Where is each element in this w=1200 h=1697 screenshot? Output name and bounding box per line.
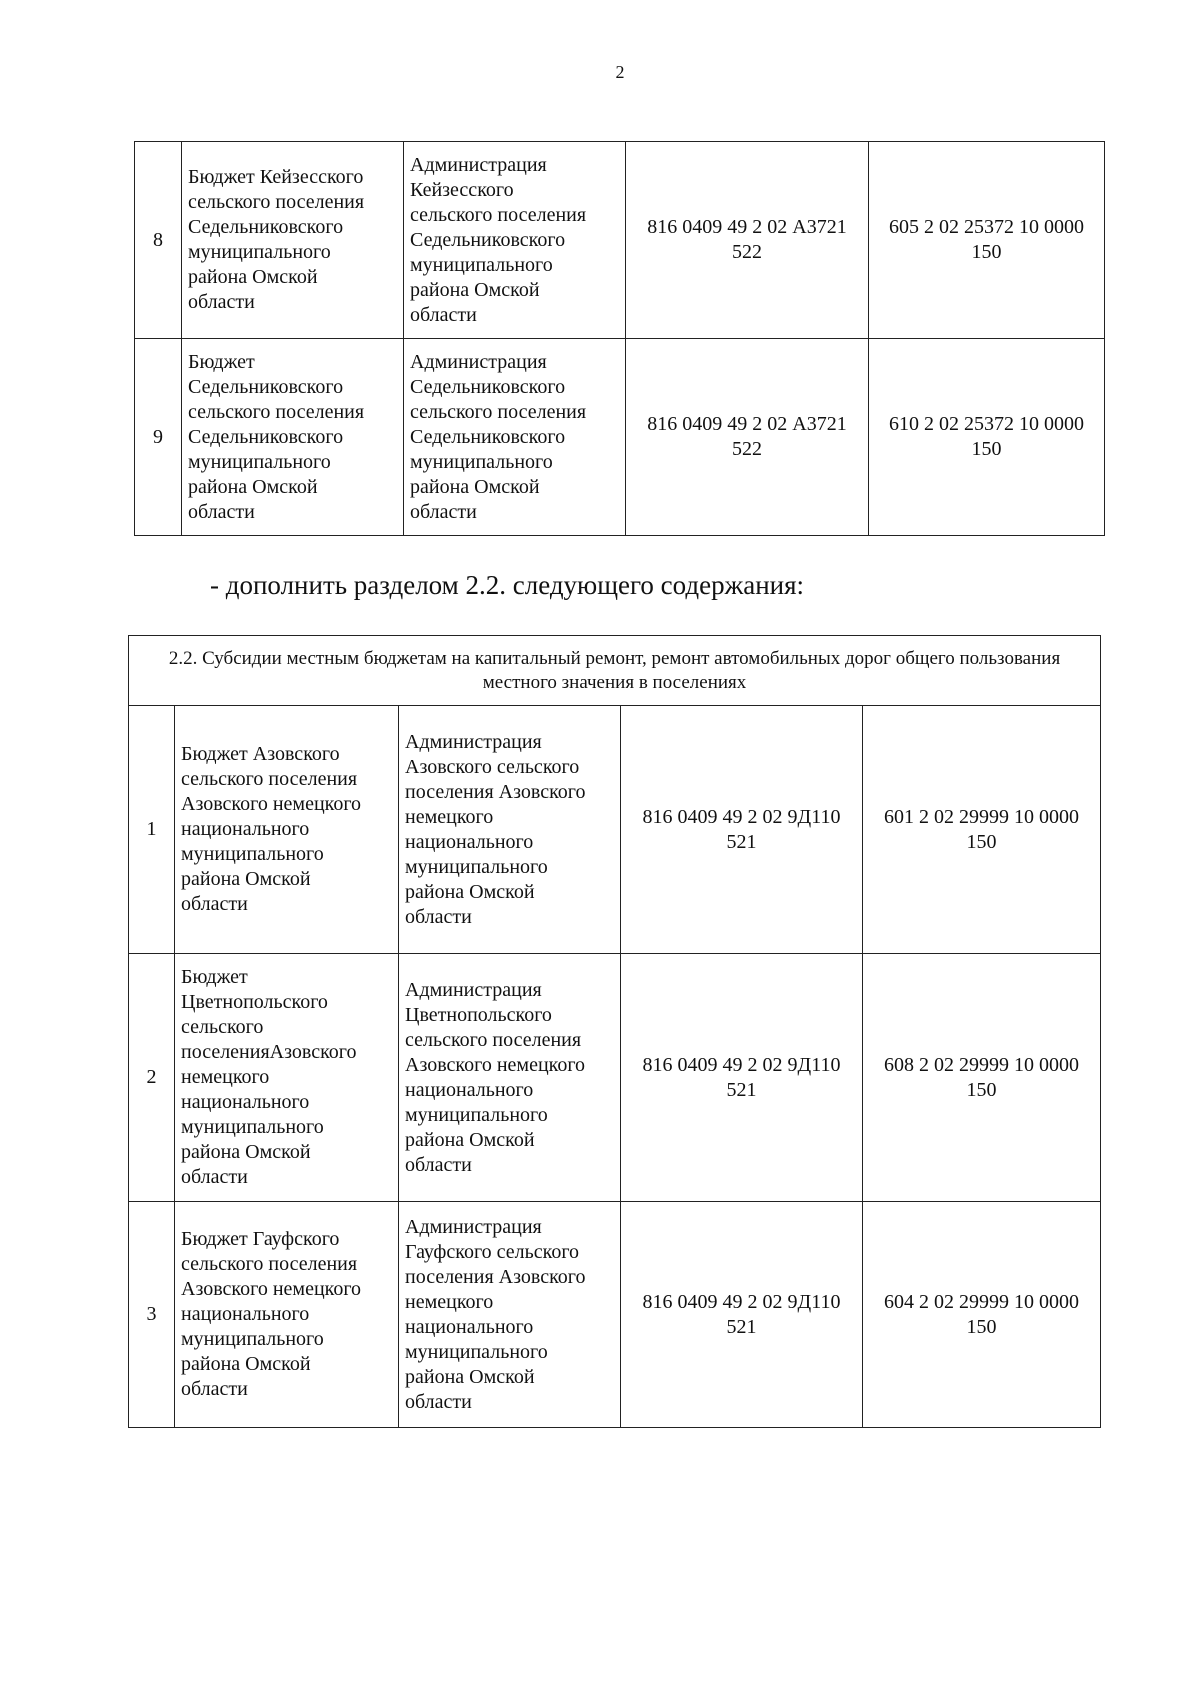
budget-name-cell: Бюджет Гауфского сельского поселения Азовского немецкого национального муниципального района Омской области — [175, 1202, 399, 1428]
page-number: 2 — [615, 62, 625, 82]
expense-code-cell: 816 0409 49 2 02 9Д110 521 — [621, 1202, 863, 1428]
budget-table-continuation — [134, 141, 1105, 536]
table-row — [129, 1202, 1101, 1428]
table-row — [129, 954, 1101, 1202]
table-row — [135, 142, 1105, 339]
administrator-cell: Администрация Кейзесского сельского поселения Седельниковского муниципального района Омской области — [404, 142, 626, 339]
revenue-code-cell: 601 2 02 29999 10 0000 150 — [863, 706, 1101, 954]
row-number: 9 — [135, 339, 182, 536]
revenue-code-cell: 608 2 02 29999 10 0000 150 — [863, 954, 1101, 1202]
administrator-cell: Администрация Гауфского сельского поселения Азовского немецкого национального муниципального района Омской области — [399, 1202, 621, 1428]
section-header: 2.2. Субсидии местным бюджетам на капитальный ремонт, ремонт автомобильных дорог общего пользования местного значения в поселениях — [129, 636, 1101, 706]
administrator-cell: Администрация Азовского сельского поселения Азовского немецкого национального муниципального района Омской области — [399, 706, 621, 954]
row-number: 2 — [129, 954, 175, 1202]
expense-code-cell: 816 0409 49 2 02 А3721 522 — [626, 339, 869, 536]
revenue-code-cell: 610 2 02 25372 10 0000 150 — [869, 339, 1105, 536]
row-number: 1 — [129, 706, 175, 954]
row-number: 3 — [129, 1202, 175, 1428]
expense-code-cell: 816 0409 49 2 02 9Д110 521 — [621, 706, 863, 954]
revenue-code-cell: 605 2 02 25372 10 0000 150 — [869, 142, 1105, 339]
table-row — [129, 706, 1101, 954]
budget-name-cell: Бюджет Седельниковского сельского поселения Седельниковского муниципального района Омской области — [182, 339, 404, 536]
budget-name-cell: Бюджет Азовского сельского поселения Азовского немецкого национального муниципального района Омской области — [175, 706, 399, 954]
subsidy-table-section-2-2 — [128, 635, 1101, 1428]
expense-code-cell: 816 0409 49 2 02 9Д110 521 — [621, 954, 863, 1202]
expense-code-cell: 816 0409 49 2 02 А3721 522 — [626, 142, 869, 339]
table-row — [135, 339, 1105, 536]
administrator-cell: Администрация Цветнопольского сельского поселения Азовского немецкого национального муниципального района Омской области — [399, 954, 621, 1202]
section-header-row — [129, 636, 1101, 706]
revenue-code-cell: 604 2 02 29999 10 0000 150 — [863, 1202, 1101, 1428]
budget-name-cell: Бюджет Кейзесского сельского поселения Седельниковского муниципального района Омской области — [182, 142, 404, 339]
row-number: 8 — [135, 142, 182, 339]
administrator-cell: Администрация Седельниковского сельского поселения Седельниковского муниципального района Омской области — [404, 339, 626, 536]
section-instruction: - дополнить разделом 2.2. следующего содержания: — [210, 570, 805, 600]
budget-name-cell: Бюджет Цветнопольского сельского поселенияАзовского немецкого национального муниципального района Омской области — [175, 954, 399, 1202]
